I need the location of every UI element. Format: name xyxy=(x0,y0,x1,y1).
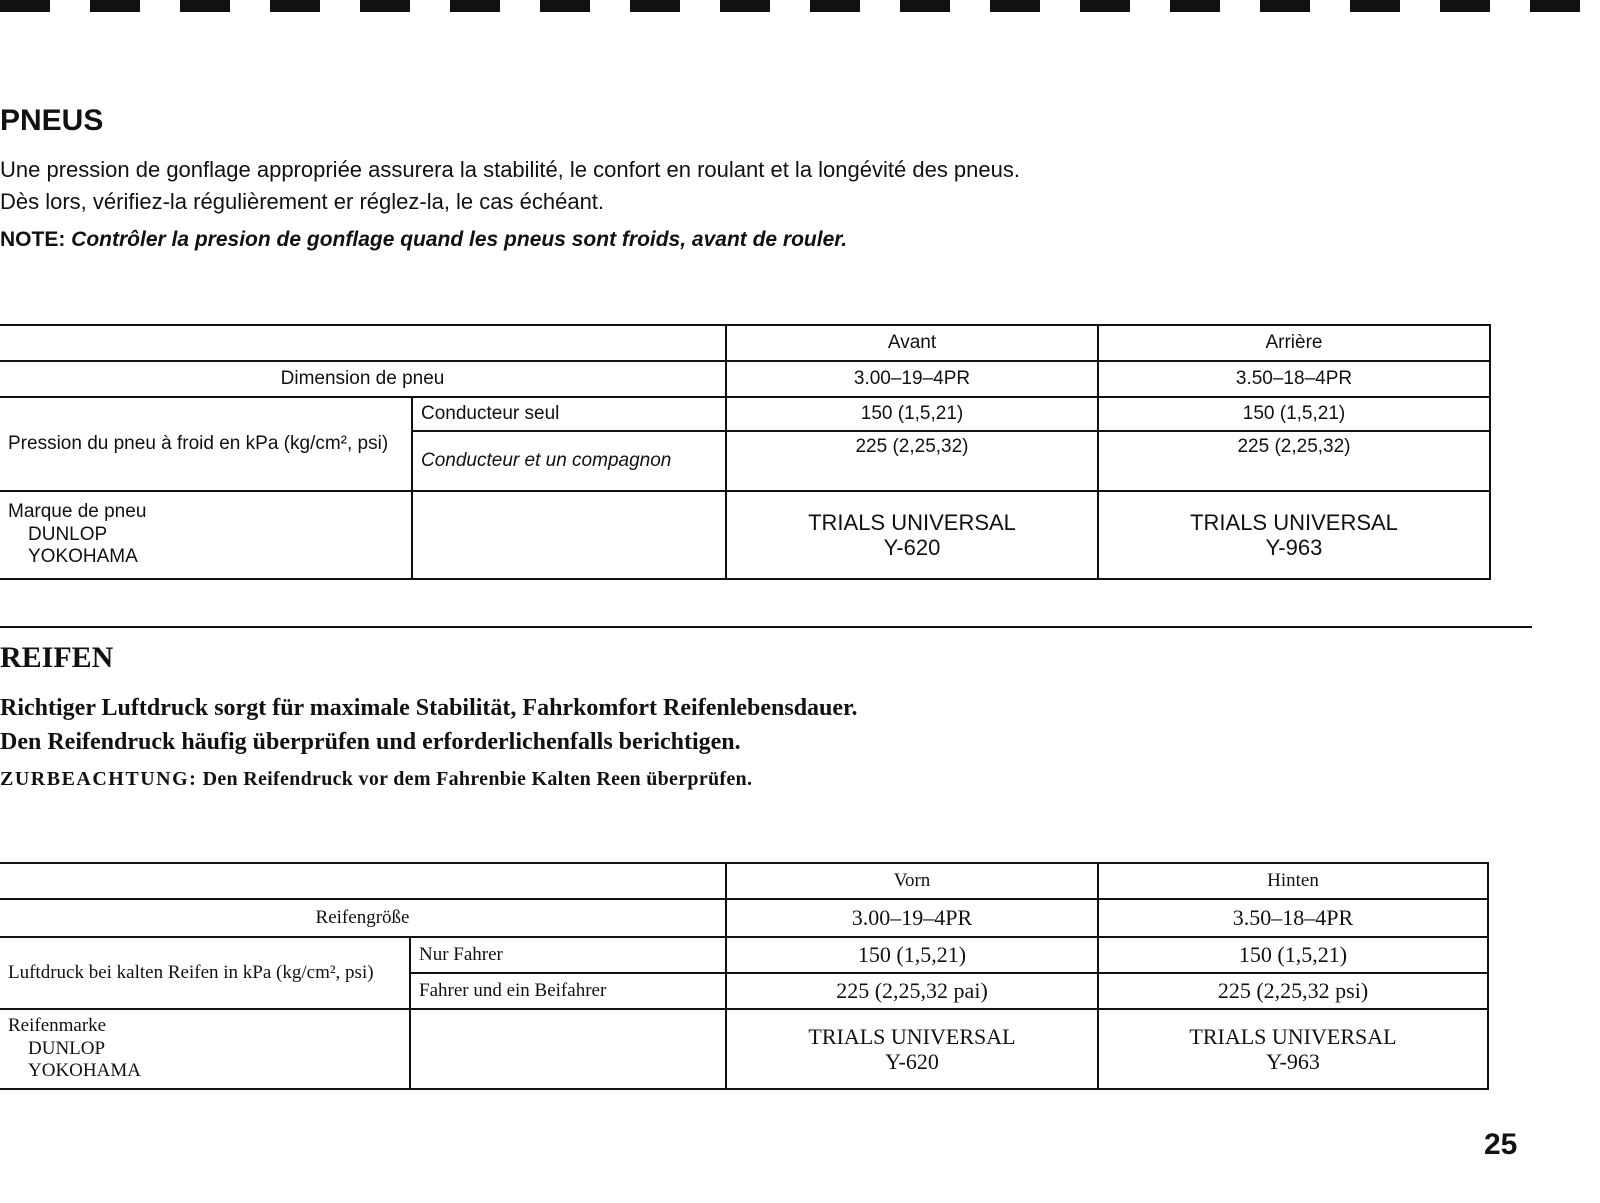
tyre-model: Y-620 xyxy=(883,535,941,560)
tyre-model: TRIALS UNIVERSAL xyxy=(808,509,1016,535)
tyre-model: TRIALS UNIVERSAL xyxy=(808,1023,1016,1049)
table-row xyxy=(0,397,1490,431)
table-row xyxy=(0,863,1488,899)
section-title-fr: PNEUS xyxy=(0,104,104,137)
paragraph-de-2: Den Reifendruck häufig überprüfen und erforderlichenfalls berichtigen. xyxy=(0,729,741,755)
table-cell xyxy=(0,325,726,361)
tyre-model: Y-963 xyxy=(1265,535,1323,560)
column-header: Avant xyxy=(726,325,1098,361)
row-label: Reifenmarke xyxy=(8,1014,107,1036)
tyre-model: Y-620 xyxy=(885,1049,939,1074)
section-title-de: REIFEN xyxy=(0,641,114,674)
tyre-model: TRIALS UNIVERSAL xyxy=(1190,509,1398,535)
paragraph-fr-2: Dès lors, vérifiez-la régulièrement er réglez-la, le cas échéant. xyxy=(0,189,605,214)
table-cell: 150 (1,5,21) xyxy=(1098,937,1488,973)
table-cell: 150 (1,5,21) xyxy=(726,397,1098,431)
row-label: Reifengröße xyxy=(0,899,726,937)
table-cell xyxy=(412,491,726,579)
table-cell xyxy=(410,1009,726,1089)
brand-cell xyxy=(0,491,412,579)
table-row xyxy=(0,899,1488,937)
tyre-model: Y-963 xyxy=(1266,1049,1320,1074)
tire-table-de xyxy=(0,862,1489,1090)
page-number: 25 xyxy=(1484,1128,1518,1161)
table-row xyxy=(0,1009,1488,1089)
note-label-fr: NOTE: xyxy=(0,228,66,251)
row-sublabel: Fahrer und ein Beifahrer xyxy=(410,973,726,1009)
row-sublabel: Conducteur et un compagnon xyxy=(412,431,726,491)
column-header: Vorn xyxy=(726,863,1098,899)
table-cell: 3.50–18–4PR xyxy=(1098,361,1490,397)
table-cell: 225 (2,25,32 pai) xyxy=(726,973,1098,1009)
note-de xyxy=(0,768,752,791)
top-dashed-border xyxy=(0,0,1600,12)
brand-name: YOKOHAMA xyxy=(28,1060,141,1082)
brand-name: DUNLOP xyxy=(28,1037,106,1059)
row-label: Luftdruck bei kalten Reifen in kPa (kg/cm², psi) xyxy=(0,937,410,1009)
table-cell xyxy=(726,1009,1098,1089)
note-text-fr: Contrôler la presion de gonflage quand les pneus sont froids, avant de rouler. xyxy=(71,228,848,251)
note-fr xyxy=(0,228,847,252)
table-cell xyxy=(0,863,726,899)
table-cell: 225 (2,25,32) xyxy=(726,431,1098,491)
table-row xyxy=(0,937,1488,973)
table-row xyxy=(0,361,1490,397)
table-cell: 3.00–19–4PR xyxy=(726,361,1098,397)
column-header: Arrière xyxy=(1098,325,1490,361)
brand-cell xyxy=(0,1009,410,1089)
table-cell: 3.00–19–4PR xyxy=(726,899,1098,937)
table-cell xyxy=(726,491,1098,579)
brand-name: DUNLOP xyxy=(28,523,108,545)
paragraph-fr-1: Une pression de gonflage appropriée assurera la stabilité, le confort en roulant et la longévité des pneus. xyxy=(0,157,1020,182)
table-cell: 225 (2,25,32) xyxy=(1098,431,1490,491)
brand-name: YOKOHAMA xyxy=(28,546,138,568)
row-sublabel: Conducteur seul xyxy=(412,397,726,431)
row-label: Dimension de pneu xyxy=(0,361,726,397)
row-sublabel: Nur Fahrer xyxy=(410,937,726,973)
table-cell: 225 (2,25,32 psi) xyxy=(1098,973,1488,1009)
table-row xyxy=(0,325,1490,361)
section-divider xyxy=(0,626,1532,628)
row-label: Marque de pneu xyxy=(8,500,147,522)
note-text-de: Den Reifendruck vor dem Fahrenbie Kalten Reen überprüfen. xyxy=(202,768,753,790)
tyre-model: TRIALS UNIVERSAL xyxy=(1189,1023,1397,1049)
column-header: Hinten xyxy=(1098,863,1488,899)
paragraph-de-1: Richtiger Luftdruck sorgt für maximale Stabilität, Fahrkomfort Reifenlebensdauer. xyxy=(0,695,858,721)
tire-table-fr xyxy=(0,324,1491,580)
note-label-de: ZURBEACHTUNG: xyxy=(0,768,198,790)
table-cell xyxy=(1098,491,1490,579)
table-row xyxy=(0,491,1490,579)
table-cell: 150 (1,5,21) xyxy=(1098,397,1490,431)
row-label: Pression du pneu à froid en kPa (kg/cm², psi) xyxy=(0,397,412,491)
table-cell: 3.50–18–4PR xyxy=(1098,899,1488,937)
table-cell: 150 (1,5,21) xyxy=(726,937,1098,973)
table-cell xyxy=(1098,1009,1488,1089)
